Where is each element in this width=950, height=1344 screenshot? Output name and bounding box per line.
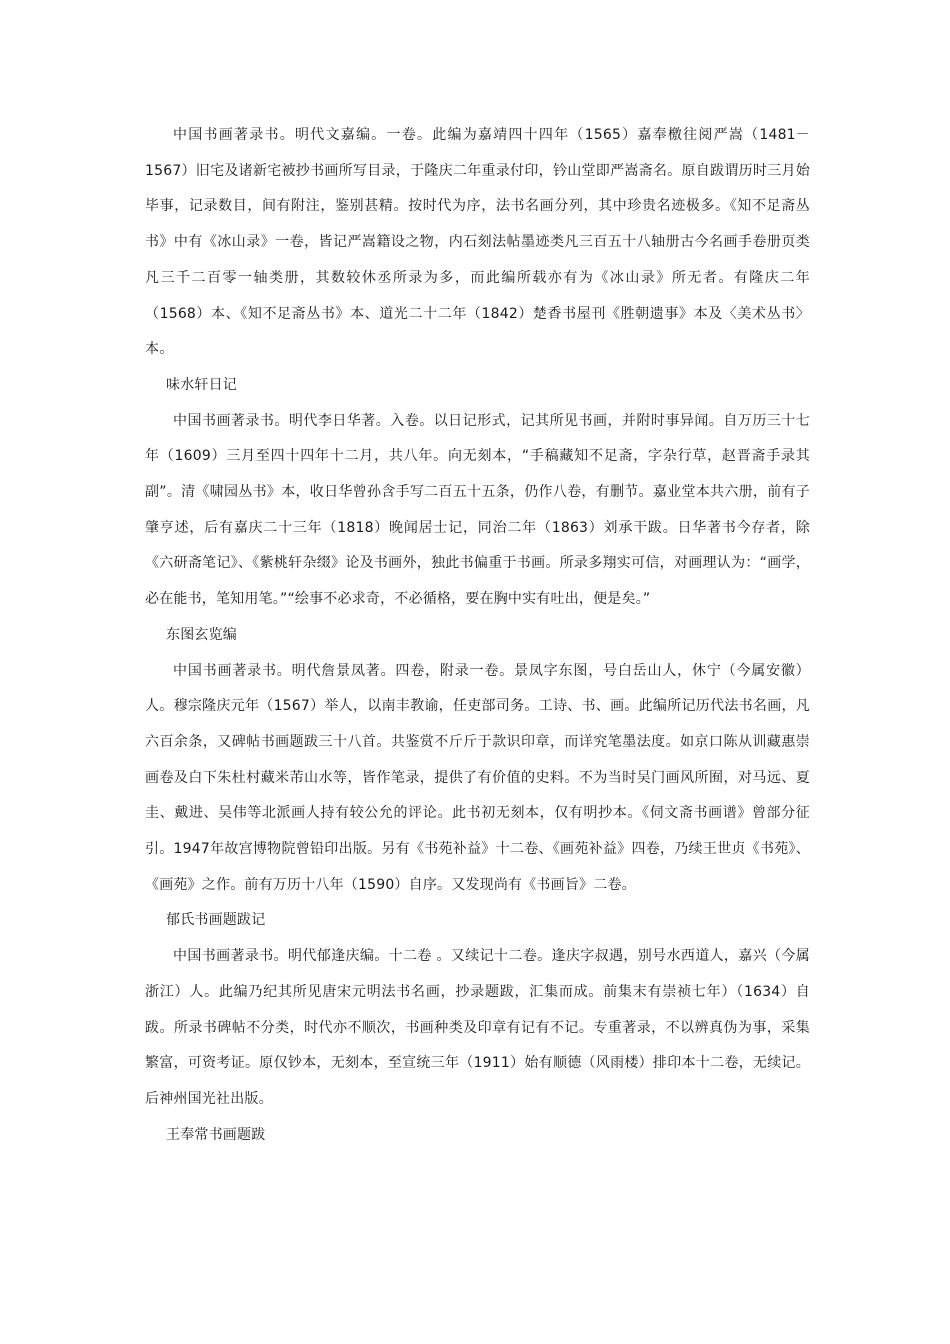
section-heading: 郁氏书画题跋记: [166, 912, 266, 929]
document-body: [145, 118, 810, 1153]
paragraph-body: 中国书画著录书。明代郁逢庆编。十二卷 。又续记十二卷。逢庆字叔遇，别号水西道人，嘉兴（今属浙江）人。此编乃纪其所见唐宋元明法书名画，抄录题跋，汇集而成。前集末有崇祯七年）（1634）自跋。所录书碑帖不分类，时代亦不顺次，书画种类及印章有记有不记。专重著录，不以辨真伪为事，采集繁富，可资考证。原仅钞本，无刻本，至宣统三年（1911）始有顺德（风雨楼）排印本十二卷，无续记。后神州国光社出版。: [145, 948, 810, 1107]
section-heading: 味水轩日记: [166, 376, 237, 393]
paragraph-body: 中国书画著录书。明代李日华著。入卷。以日记形式，记其所见书画，并附时事异闻。自万历三十七年（1609）三月至四十四年十二月，共八年。向无刻本，“手稿藏知不足斋，字杂行草，赵晋斋手录其副”。清《啸园丛书》本，收日华曾孙含手写二百五十五条，仍作八卷，有删节。嘉业堂本共六册，前有子肇亨述，后有嘉庆二十三年（1818）晚闻居士记，同治二年（1863）刘承干跋。日华著书今存者，除《六研斋笔记》、《紫桃轩杂缀》论及书画外，独此书偏重于书画。所录多翔实可信，对画理认为：“画学，必在能书，笔知用笔。”“绘事不必求奇，不必循格，要在胸中实有吐出，便是矣。”: [145, 412, 810, 608]
paragraph-body: 中国书画著录书。明代詹景凤著。四卷，附录一卷。景凤字东图，号白岳山人，休宁（今属安徽）人。穆宗隆庆元年（1567）举人，以南丰教谕，任吏部司务。工诗、书、画。此编所记历代法书名画，凡六百余条，又碑帖书画题跋三十八首。共鉴赏不斤斤于款识印章，而详究笔墨法度。如京口陈从训藏惠崇画卷及白下朱杜村藏米芾山水等，皆作笔录，提供了有价值的史料。不为当时吴门画风所囿，对马远、夏圭、戴进、吴伟等北派画人持有较公允的评论。此书初无刻本，仅有明抄本。《伺文斋书画谱》曾部分征引。1947年故宫博物院曾铅印出版。另有《书苑补益》十二卷、《画苑补益》四卷，乃续王世贞《书苑》、《画苑》之作。前有万历十八年（1590）自序。又发现尚有《书画旨》二卷。: [145, 662, 810, 893]
section-heading: 东图玄览编: [166, 626, 237, 643]
paragraph-body: 中国书画著录书。明代文嘉编。一卷。此编为嘉靖四十四年（1565）嘉奉檄往阅严嵩（1481－1567）旧宅及诸新宅被抄书画所写目录，于隆庆二年重录付印，钤山堂即严嵩斋名。原自跋谓历时三月始毕事，记录数目，间有附注，鉴别甚精。按时代为序，法书名画分列，其中珍贵名迹极多。《知不足斋丛书》中有《冰山录》一卷，皆记严嵩籍设之物，内石刻法帖墨迹类凡三百五十八轴册古今名画手卷册页类凡三千二百零一轴类册，其数较休丞所录为多，而此编所载亦有为《冰山录》所无者。有隆庆二年（1568）本、《知不足斋丛书》本、道光二十二年（1842）楚香书屋刊《胜朝遗事》本及〈美术丛书〉本。: [145, 127, 810, 358]
section-heading: 王奉常书画题跋: [166, 1126, 266, 1143]
